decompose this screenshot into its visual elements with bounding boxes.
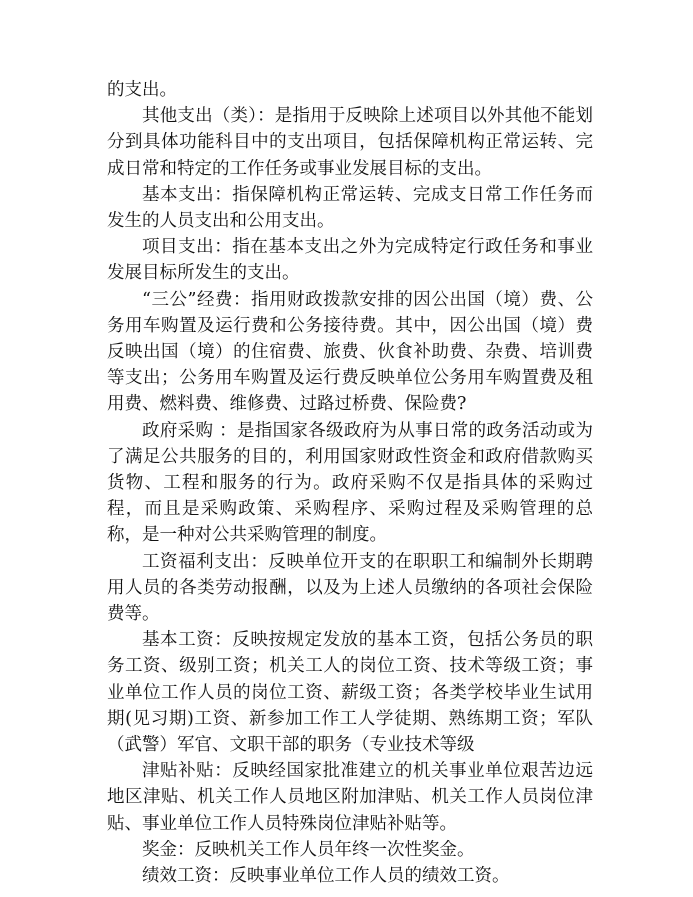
paragraph-continuation: 的支出。 — [107, 80, 177, 100]
paragraph-project-expenditure: 项目支出：指在基本支出之外为完成特定行政任务和事业发展目标所发生的支出。 — [107, 237, 593, 284]
paragraph-basic-expenditure: 基本支出：指保障机构正常运转、完成支日常工作任务而发生的人员支出和公用支出。 — [107, 184, 593, 232]
paragraph-performance-pay: 绩效工资：反映事业单位工作人员的绩效工资。 — [142, 866, 510, 887]
paragraph-government-procurement: 政府采购 ：是指国家各级政府为从事日常的政务活动或为了满足公共服务的目的，利用国家财政性资金和政府借款购买货物、工程和服务的行为。政府采购不仅是指具体的采购过程，而且是采购政策、采购程序、采购过程及采购管理的总称，是一种对公共采购管理的制度。 — [107, 420, 593, 546]
document-body — [107, 77, 593, 889]
paragraph-basic-wages: 基本工资：反映按规定发放的基本工资，包括公务员的职务工资、级别工资；机关工人的岗位工资、技术等级工资；事业单位工作人员的岗位工资、薪级工资；各类学校毕业生试用期(见习期)工资、新参加工作工人学徒期、熟练期工资；军队（武警）军官、文职干部的职务（专业技术等级 — [107, 630, 593, 756]
paragraph-other-expenditure: 其他支出（类）：是指用于反映除上述项目以外其他不能划分到具体功能科目中的支出项目，包括保障机构正常运转、完成日常和特定的工作任务或事业发展目标的支出。 — [107, 106, 593, 179]
paragraph-allowances: 津贴补贴：反映经国家批准建立的机关事业单位艰苦边远地区津贴、机关工作人员地区附加津贴、机关工作人员岗位津贴、事业单位工作人员特殊岗位津贴补贴等。 — [107, 761, 593, 834]
paragraph-three-public-funds: “三公”经费：指用财政拨款安排的因公出国（境）费、公务用车购置及运行费和公务接待费。其中，因公出国（境）费反映出国（境）的住宿费、旅费、伙食补助费、杂费、培训费等支出；公务用车购置及运行费反映单位公务用车购置费及租用费、燃料费、维修费、过路过桥费、保险费? — [107, 289, 593, 415]
paragraph-bonus: 奖金：反映机关工作人员年终一次性奖金。 — [142, 839, 475, 860]
paragraph-wages-welfare: 工资福利支出：反映单位开支的在职职工和编制外长期聘用人员的各类劳动报酬，以及为上述人员缴纳的各项社会保险费等。 — [107, 551, 593, 625]
